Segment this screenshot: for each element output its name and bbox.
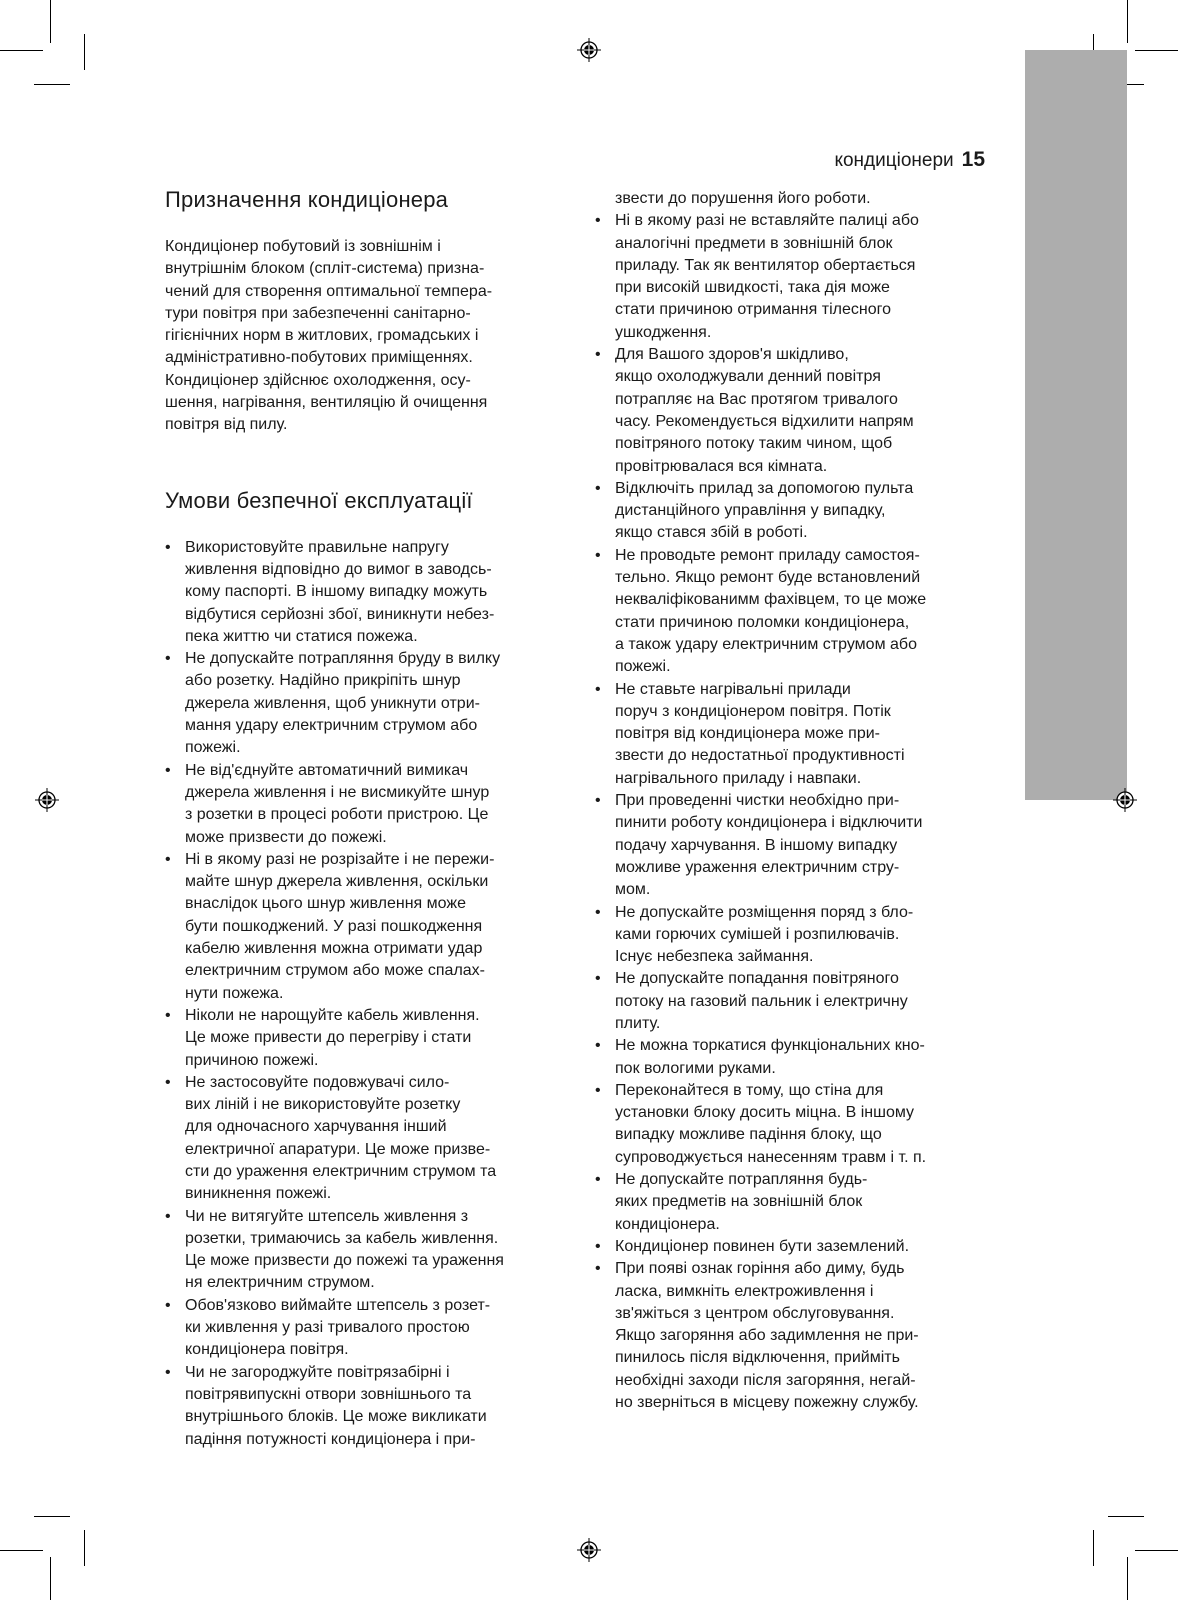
registration-mark-icon — [35, 788, 59, 812]
safety-list-left — [165, 537, 585, 1451]
section-title-purpose: Призначення кондиціонера — [165, 187, 449, 212]
registration-mark-icon — [1113, 788, 1137, 812]
registration-mark-icon — [577, 38, 601, 62]
right-column — [595, 188, 1015, 1414]
list-item: • Не застосовуйте подовжувачі сило- вих ліній і не використовуйте розетку для одночасного харчування інший електричної апаратури. Це може призве- сти до ураження електричним струмом та виникнення пожежі. — [165, 1072, 585, 1206]
list-item: • Чи не витягуйте штепсель живлення з розетки, тримаючись за кабель живлення. Це може призвести до пожежі та ураження ня електричним струмом. — [165, 1206, 585, 1295]
list-continuation: звести до порушення його роботи. — [615, 190, 871, 207]
list-item: • Не проводьте ремонт приладу самостоя- тельно. Якщо ремонт буде встановлений некваліфікованимм фахівцем, то це може стати причиною поломки кондиціонера, а також удару електричним струмом або пожежі. — [595, 545, 1015, 679]
safety-list-right — [595, 210, 1015, 1414]
list-item: • Чи не загороджуйте повітрязабірні і повітрявипускні отвори зовнішнього та внутрішнього блоків. Це може викликати падіння потужності кондиціонера і при- — [165, 1362, 585, 1451]
list-item: • Обов'язково виймайте штепсель з розет- ки живлення у разі тривалого простою кондиціонера повітря. — [165, 1295, 585, 1362]
list-item: • При появі ознак горіння або диму, будь ласка, вимкніть електроживлення і зв'яжіться з центром обслуговування. Якщо загоряння або задимлення не при- пинилось після відключення, прийміть необхідні заходи після загоряння, негай- но зверніться в місцеву пожежну службу. — [595, 1258, 1015, 1414]
list-item: • Використовуйте правильне напругу живлення відповідно до вимог в заводсь- кому паспорті. В іншому випадку можуть відбутися серйозні збої, виникнути небез- пека життю чи статися пожежа. — [165, 537, 585, 648]
list-item: • Не від'єднуйте автоматичний вимикач джерела живлення і не висмикуйте шнур з розетки в процесі роботи пристрою. Це може призвести до пожежі. — [165, 760, 585, 849]
list-item: • Не можна торкатися функціональних кно- пок вологими руками. — [595, 1035, 1015, 1080]
list-item: • Для Вашого здоров'я шкідливо, якщо охолоджували денний повітря потрапляє на Вас протягом тривалого часу. Рекомендується відхилити напрям повітряного потоку таким чином, щоб провітрювалася вся кімната. — [595, 344, 1015, 478]
page-number: 15 — [961, 148, 985, 171]
registration-mark-icon — [577, 1538, 601, 1562]
list-item: • Відключіть прилад за допомогою пульта дистанційного управління у випадку, якщо стався збій в роботі. — [595, 478, 1015, 545]
list-item: • При проведенні чистки необхідно при- пинити роботу кондиціонера і відключити подачу харчування. В іншому випадку можливе ураження електричним стру- мом. — [595, 790, 1015, 901]
list-item: • Не допускайте потрапляння будь- яких предметів на зовнішній блок кондиціонера. — [595, 1169, 1015, 1236]
section-title-safety: Умови безпечної експлуатації — [165, 487, 473, 513]
section-name: кондиціонери — [834, 150, 954, 171]
list-item: • Не допускайте розміщення поряд з бло- ками горючих сумішей і розпилювачів. Існує небезпека займання. — [595, 902, 1015, 969]
list-item: • Не ставьте нагрівальні прилади поруч з кондиціонером повітря. Потік повітря від кондиціонера може при- звести до недостатньої продуктивності нагрівального приладу і навпаки. — [595, 679, 1015, 790]
list-item: • Кондиціонер повинен бути заземлений. — [595, 1236, 1015, 1258]
list-item: • Ні в якому разі не вставляйте палиці або аналогічні предмети в зовнішній блок приладу. Так як вентилятор обертається при високій швидкості, така дія може стати причиною отримання тілесного ушкодження. — [595, 210, 1015, 344]
left-column — [165, 186, 585, 1451]
list-item: • Ніколи не нарощуйте кабель живлення. Це може привести до перегріву і стати причиною пожежі. — [165, 1005, 585, 1072]
list-item: • Переконайтеся в тому, що стіна для установки блоку досить міцна. В іншому випадку можливе падіння блоку, що супроводжується нанесенням травм і т. п. — [595, 1080, 1015, 1169]
purpose-paragraph: Кондиціонер побутовий із зовнішнім і внутрішнім блоком (спліт-система) призна- чений для створення оптимальної темпера- тури повітря при забезпеченні санітарно- гігієнічних норм в житлових, громадських і адміністративно-побутових приміщеннях. Кондиціонер здійснює охолодження, осу- шення, нагрівання, вентиляцію й очищення повітря від пилу. — [165, 238, 493, 434]
side-tab — [1025, 50, 1127, 800]
list-item: • Ні в якому разі не розрізайте і не пережи- майте шнур джерела живлення, оскільки внаслідок цього шнур живлення може бути пошкоджений. У разі пошкодження кабелю живлення можна отримати удар електричним струмом або може спалах- нути пожежа. — [165, 849, 585, 1005]
list-item: • Не допускайте потрапляння бруду в вилку або розетку. Надійно прикріпіть шнур джерела живлення, щоб уникнути отри- мання удару електричним струмом або пожежі. — [165, 648, 585, 759]
running-header — [834, 148, 985, 172]
list-item: • Не допускайте попадання повітряного потоку на газовий пальник і електричну плиту. — [595, 968, 1015, 1035]
